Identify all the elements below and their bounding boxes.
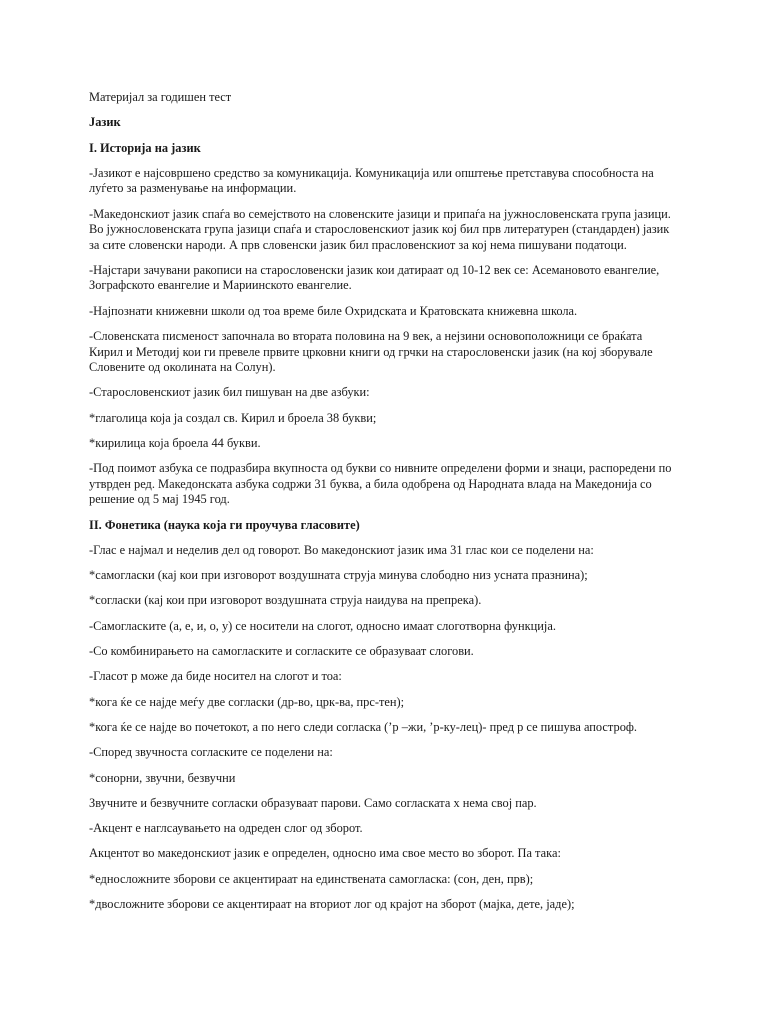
paragraph: -Најстари зачувани ракописи на старословенски јазик кои датираат од 10-12 век се: Асемановото евангелие, Зографското евангелие и Мариинското евангелие. xyxy=(89,262,660,293)
paragraph: -Глас е најмал и неделив дел од говорот. Во македонскиот јазик има 31 глас кои се поделени на: xyxy=(89,542,594,557)
paragraph: -Најпознати книжевни школи од тоа време биле Охридската и Кратовската книжевна школа. xyxy=(89,303,578,318)
paragraph: -Јазикот е најсовршено средство за комуникација. Комуникација или општење претставува способноста на луѓето за разменување на информации. xyxy=(89,165,654,196)
document-body xyxy=(89,90,679,922)
list-item: *сонорни, звучни, безвучни xyxy=(89,770,236,785)
list-item: *едносложните зборови се акцентираат на единствената самогласка: (сон, ден, прв); xyxy=(89,871,534,886)
section-title-history: I. Историја на јазик xyxy=(89,140,201,155)
paragraph: -Старословенскиот јазик бил пишуван на две азбуки: xyxy=(89,385,370,400)
list-item: *кирилица која броела 44 букви. xyxy=(89,435,261,450)
paragraph: -Со комбинирањето на самогласките и согласките се образуваат слогови. xyxy=(89,644,474,659)
list-item: *самогласки (кај кои при изговорот воздушната струја минува слободно низ усната празнина); xyxy=(89,568,588,583)
paragraph: -Акцент е наглсаувањето на одреден слог од зборот. xyxy=(89,821,363,836)
list-item: *согласки (кај кои при изговорот воздушната струја наидува на препрека). xyxy=(89,593,482,608)
section-title-phonetics: II. Фонетика (наука која ги проучува гласовите) xyxy=(89,517,360,532)
paragraph: -Под поимот азбука се подразбира вкупноста од букви со нивните определени форми и знаци, распоредени по утврден ред. Македонската азбука содржи 31 буква, а била одобрена од Народната влада на Македонија со решение од 5 мај 1945 год. xyxy=(89,461,672,507)
paragraph: -Словенската писменост започнала во втората половина на 9 век, а нејзини основоположници се браќата Кирил и Методиј кои ги превеле првите црковни книги од грчки на старословенски јазик (на кој зборувале Словените од околината на Солун). xyxy=(89,329,653,375)
paragraph: -Македонскиот јазик спаѓа во семејството на словенските јазици и припаѓа на јужнословенската група јазици. Во јужнословенската група јазици спаѓа и старословенскиот јазик кој бил прв литературен (стандарден) јазик за сите словенски народи. А прв словенски јазик бил прасловенскиот за кој нема пишувани податоци. xyxy=(89,206,671,252)
list-item: *кога ќе се најде во почетокот, а по него следи согласка (ʼр –жи, ʼр-ку-лец)- пред р се пишува апостроф. xyxy=(89,719,638,734)
paragraph: Акцентот во македонскиот јазик е определен, односно има свое место во зборот. Па така: xyxy=(89,846,561,861)
list-item: *кога ќе се најде меѓу две согласки (др-во, црк-ва, прс-тен); xyxy=(89,694,405,709)
paragraph: -Според звучноста согласките се поделени на: xyxy=(89,745,333,760)
document-heading: Материјал за годишен тест xyxy=(89,90,232,104)
subject-title: Јазик xyxy=(89,115,121,130)
paragraph: -Самогласките (а, е, и, о, у) се носители на слогот, односно имаат слоготворна функција. xyxy=(89,618,556,633)
paragraph: -Гласот р може да биде носител на слогот и тоа: xyxy=(89,669,342,684)
list-item: *двосложните зборови се акцентираат на вториот лог од крајот на зборот (мајка, дете, јаде); xyxy=(89,897,575,912)
list-item: *глаголица која ја создал св. Кирил и броела 38 букви; xyxy=(89,410,377,425)
paragraph: Звучните и безвучните согласки образуваат парови. Само согласката х нема свој пар. xyxy=(89,795,537,810)
